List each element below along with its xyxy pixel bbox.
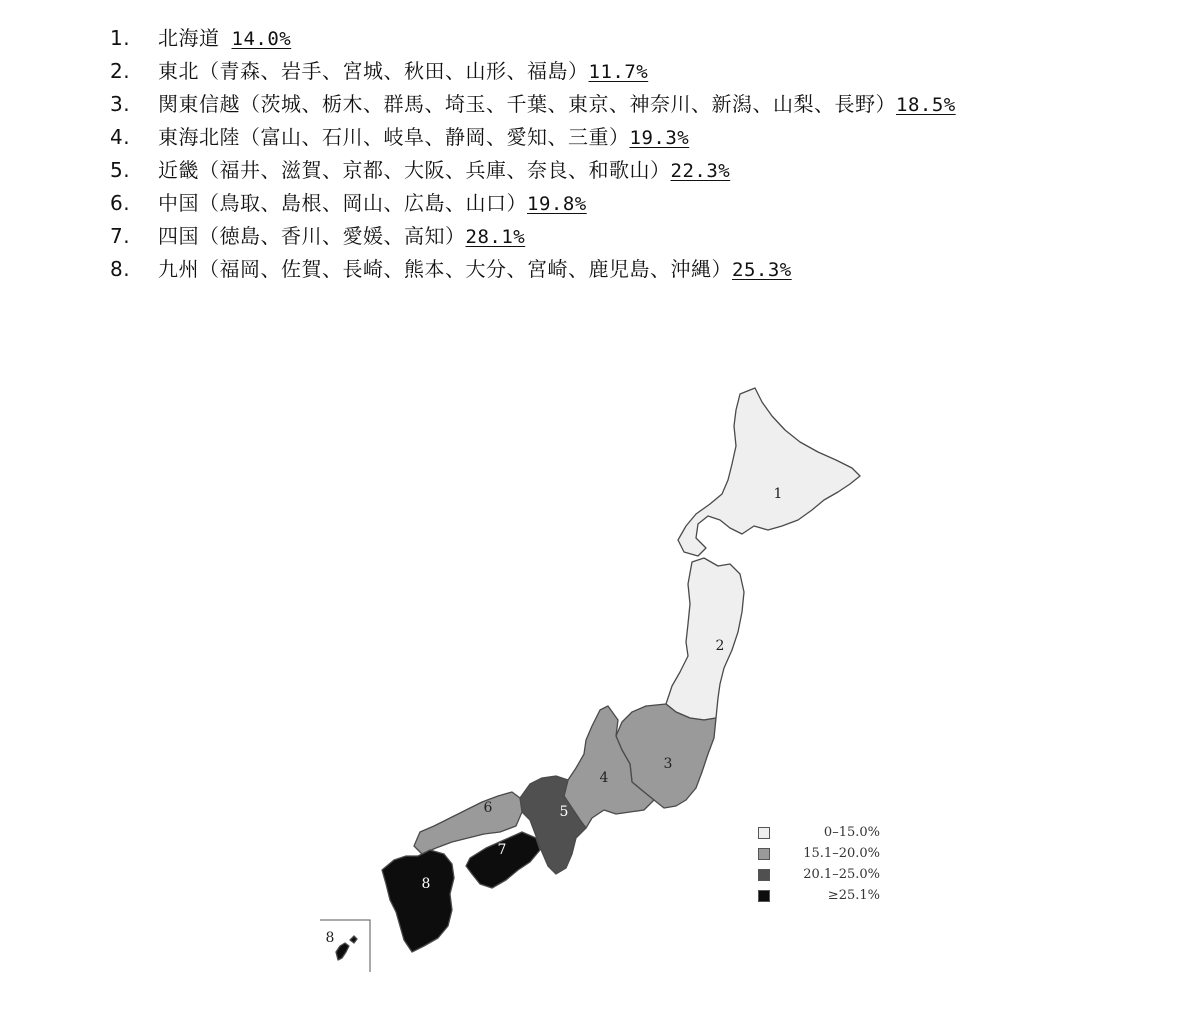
region-prefectures: （福岡、佐賀、長崎、熊本、大分、宮崎、鹿児島、沖縄） <box>199 257 732 281</box>
legend-item <box>758 885 880 906</box>
region-name: 関東信越 <box>158 92 240 116</box>
okinawa-label: 8 <box>325 930 335 946</box>
region-row <box>110 187 956 220</box>
map-legend <box>758 822 880 906</box>
map-label-1: 1 <box>773 486 783 502</box>
region-prefectures: （青森、岩手、宮城、秋田、山形、福島） <box>199 59 589 83</box>
region-name: 九州 <box>158 257 199 281</box>
region-row <box>110 154 956 187</box>
region-row <box>110 121 956 154</box>
region-prefectures: （鳥取、島根、岡山、広島、山口） <box>199 191 527 215</box>
legend-item <box>758 864 880 885</box>
region-percentage: 19.8% <box>527 193 587 215</box>
region-row <box>110 55 956 88</box>
map-label-7: 7 <box>497 842 507 858</box>
region-row <box>110 253 956 286</box>
map-label-5: 5 <box>559 804 569 820</box>
region-prefectures: （富山、石川、岐阜、静岡、愛知、三重） <box>240 125 630 149</box>
legend-label: ≥25.1% <box>827 888 880 903</box>
legend-swatch <box>758 827 770 839</box>
region-number: 8. <box>110 257 131 281</box>
region-percentage: 22.3% <box>670 160 731 182</box>
region-percentage: 18.5% <box>896 94 956 116</box>
map-label-2: 2 <box>715 638 725 654</box>
region-number: 2. <box>110 59 131 83</box>
region-number: 7. <box>110 224 131 248</box>
region-prefectures: （茨城、栃木、群馬、埼玉、千葉、東京、神奈川、新潟、山梨、長野） <box>240 92 896 116</box>
region-row <box>110 220 956 253</box>
region-percentage: 19.3% <box>629 127 690 149</box>
region-name: 東海北陸 <box>158 125 240 149</box>
region-number: 5. <box>110 158 131 182</box>
region-number: 6. <box>110 191 131 215</box>
legend-item <box>758 843 880 864</box>
region-name: 東北 <box>158 59 199 83</box>
legend-swatch <box>758 869 770 881</box>
region-percentage: 14.0% <box>231 28 292 50</box>
region-7-shikoku <box>466 832 540 888</box>
region-list <box>110 22 956 286</box>
region-prefectures: （福井、滋賀、京都、大阪、兵庫、奈良、和歌山） <box>199 158 671 182</box>
region-percentage: 11.7% <box>588 61 649 83</box>
map-label-4: 4 <box>599 770 609 786</box>
region-2-tohoku <box>666 558 744 720</box>
region-name: 中国 <box>158 191 199 215</box>
region-row <box>110 22 956 55</box>
region-number: 1. <box>110 26 131 50</box>
region-name: 四国 <box>158 224 199 248</box>
map-label-3: 3 <box>663 756 673 772</box>
legend-item <box>758 822 880 843</box>
legend-swatch <box>758 890 770 902</box>
region-number: 4. <box>110 125 131 149</box>
legend-label: 0–15.0% <box>823 825 880 840</box>
region-name: 北海道 <box>158 26 220 50</box>
region-prefectures: （徳島、香川、愛媛、高知） <box>199 224 466 248</box>
map-label-8: 8 <box>421 876 431 892</box>
legend-label: 15.1–20.0% <box>803 846 880 861</box>
legend-label: 20.1–25.0% <box>803 867 880 882</box>
region-8-okinawa <box>336 936 357 960</box>
region-8-kyushu <box>382 850 454 952</box>
region-number: 3. <box>110 92 131 116</box>
region-percentage: 25.3% <box>732 259 792 281</box>
region-name: 近畿 <box>158 158 199 182</box>
region-1-hokkaido <box>678 388 860 556</box>
region-percentage: 28.1% <box>465 226 526 248</box>
map-label-6: 6 <box>483 800 493 816</box>
region-row <box>110 88 956 121</box>
legend-swatch <box>758 848 770 860</box>
